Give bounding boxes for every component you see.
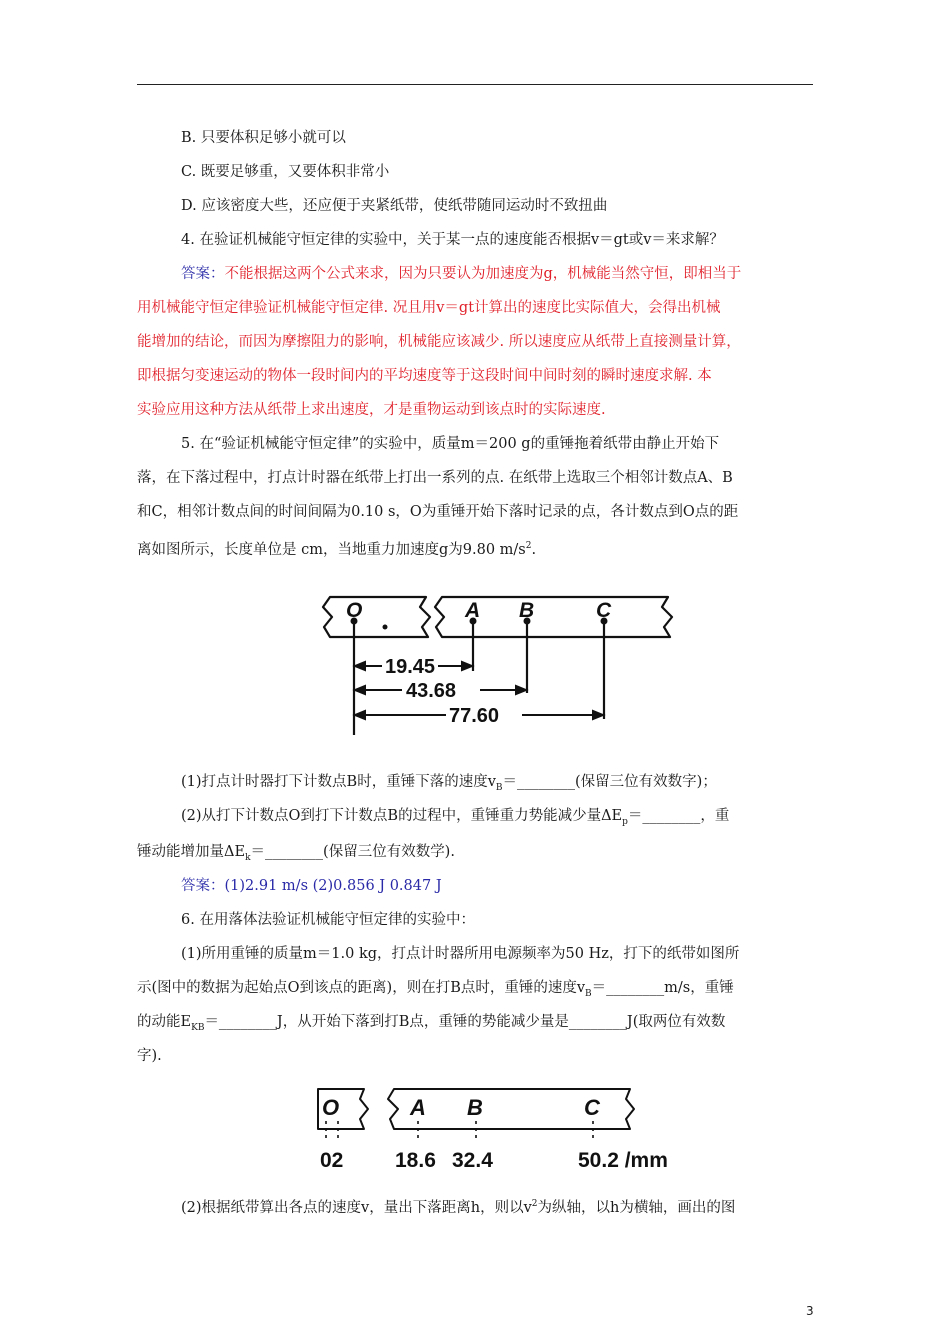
- question-6-line3: [137, 978, 813, 1004]
- page-number: 3: [806, 1304, 814, 1318]
- dim-4368: 43.68: [406, 680, 457, 702]
- label-b: B: [467, 1095, 483, 1120]
- q5-p2-a: (2)从打下计数点O到打下计数点B的过程中，重锤重力势能减少量ΔE: [181, 808, 623, 824]
- tape-figure-2: [312, 1085, 688, 1175]
- tape-segment-left: [323, 597, 430, 637]
- q6-l4-sub: KB: [191, 1022, 205, 1033]
- dim-7760: 77.60: [449, 705, 500, 727]
- question-6-line2: (1)所用重锤的质量m＝1.0 kg，打点计时器所用电源频率为50 Hz，打下的纸带如图所: [181, 946, 740, 962]
- answer-text: 不能根据这两个公式来求，因为只要认为加速度为g，机械能当然守恒，即相当于: [224, 266, 742, 282]
- label-a: A: [465, 599, 481, 622]
- question-5-line3: 和C，相邻计数点间的时间间隔为0.10 s，O为重锤开始下落时记录的点，各计数点到O点的距: [137, 504, 739, 520]
- question-6-line4: [137, 1012, 813, 1038]
- q6-l6-sup: 2: [531, 1199, 538, 1209]
- q6-l6-a: (2)根据纸带算出各点的速度v，量出下落距离h，则以v: [181, 1199, 532, 1216]
- question-6-line5: 字).: [137, 1048, 162, 1064]
- label-b: B: [519, 599, 535, 622]
- q5-p2-sub: p: [622, 816, 628, 827]
- q5-sup: 2: [525, 541, 532, 551]
- label-o: O: [346, 599, 363, 622]
- option-c: C. 既要足够重，又要体积非常小: [181, 164, 390, 180]
- q6-l6-b: 为纵轴，以h为横轴，画出的图: [537, 1199, 736, 1216]
- q6-l4-b: ＝________J，从开始下落到打B点，重锤的势能减少量是________J(取两位有效数: [204, 1014, 726, 1030]
- answer-4-line1: [181, 264, 813, 284]
- arrowhead: [355, 662, 365, 670]
- dim-1945: 19.45: [385, 656, 436, 678]
- option-d: D. 应该密度大些，还应便于夹紧纸带，使纸带随同运动时不致扭曲: [181, 198, 608, 214]
- answer-4-line5: 实验应用这种方法从纸带上求出速度，才是重物运动到该点时的实际速度.: [137, 402, 606, 418]
- tape-figure-1: [318, 593, 680, 738]
- q5-p1-sub: B: [495, 782, 503, 793]
- value-c: 50.2 /mm: [578, 1149, 668, 1172]
- question-5-line2: 落，在下落过程中，打点计时器在纸带上打出一系列的点. 在纸带上选取三个相邻计数点A、B: [137, 470, 733, 486]
- q6-l4-a: 的动能E: [137, 1014, 192, 1030]
- label-c: C: [596, 599, 612, 622]
- q5-part1: [181, 772, 813, 798]
- question-4: 4. 在验证机械能守恒定律的实验中，关于某一点的速度能否根据v＝gt或v＝来求解？: [181, 232, 724, 248]
- option-b: B. 只要体积足够小就可以: [181, 130, 346, 146]
- value-a: 18.6: [395, 1149, 436, 1172]
- answer-text: (1)2.91 m/s (2)0.856 J 0.847 J: [224, 878, 442, 894]
- q6-l3-sub: B: [585, 988, 592, 999]
- header-rule: [137, 84, 813, 85]
- label-o: O: [322, 1095, 340, 1120]
- q5-p3-a: 锤动能增加量ΔE: [137, 844, 246, 860]
- arrowhead: [516, 686, 526, 694]
- q5-part3: [137, 842, 813, 868]
- dot-extra: [383, 625, 388, 630]
- question-5-line4: [137, 536, 813, 560]
- q5-p1-a: (1)打点计时器打下计数点B时，重锤下落的速度v: [181, 774, 496, 790]
- q5-p2-b: ＝________，重: [627, 808, 730, 824]
- answer-4-line4: 即根据匀变速运动的物体一段时间内的平均速度等于这段时间中间时刻的瞬时速度求解. 本: [137, 368, 712, 384]
- value-o: 02: [320, 1149, 344, 1172]
- q6-l3-a: 示(图中的数据为起始点O到该点的距离)，则在打B点时，重锤的速度v: [137, 980, 586, 996]
- label-c: C: [584, 1095, 600, 1120]
- arrowhead: [462, 662, 472, 670]
- value-b: 32.4: [452, 1149, 493, 1172]
- arrowhead: [355, 686, 365, 694]
- arrowhead: [355, 711, 365, 719]
- question-6-line1: 6. 在用落体法验证机械能守恒定律的实验中：: [181, 912, 475, 928]
- answer-label: 答案：: [181, 266, 225, 282]
- label-a: A: [410, 1095, 426, 1120]
- answer-label: 答案：: [181, 878, 225, 894]
- q6-l3-b: ＝________m/s，重锤: [591, 980, 734, 996]
- q5-p3-b: ＝________(保留三位有效数学).: [250, 844, 455, 860]
- q5-p1-b: ＝________(保留三位有效数字)；: [502, 774, 717, 790]
- q5-p3-sub: k: [245, 852, 251, 863]
- answer-4-line3: 能增加的结论，而因为摩擦阻力的影响，机械能应该减少. 所以速度应从纸带上直接测量计算，: [137, 334, 741, 350]
- q5-end: .: [531, 541, 537, 558]
- q5-part2: [181, 806, 813, 832]
- answer-5: [181, 876, 813, 896]
- q6-part2: [181, 1194, 813, 1218]
- q5-line4-text: 离如图所示，长度单位是 cm，当地重力加速度g为9.80 m/s: [137, 541, 526, 558]
- question-5-line1: 5. 在“验证机械能守恒定律”的实验中，质量m＝200 g的重锤拖着纸带由静止开始下: [181, 436, 720, 452]
- answer-4-line2: 用机械能守恒定律验证机械能守恒定律. 况且用v＝gt计算出的速度比实际值大，会得出机械: [137, 300, 721, 316]
- arrowhead: [593, 711, 603, 719]
